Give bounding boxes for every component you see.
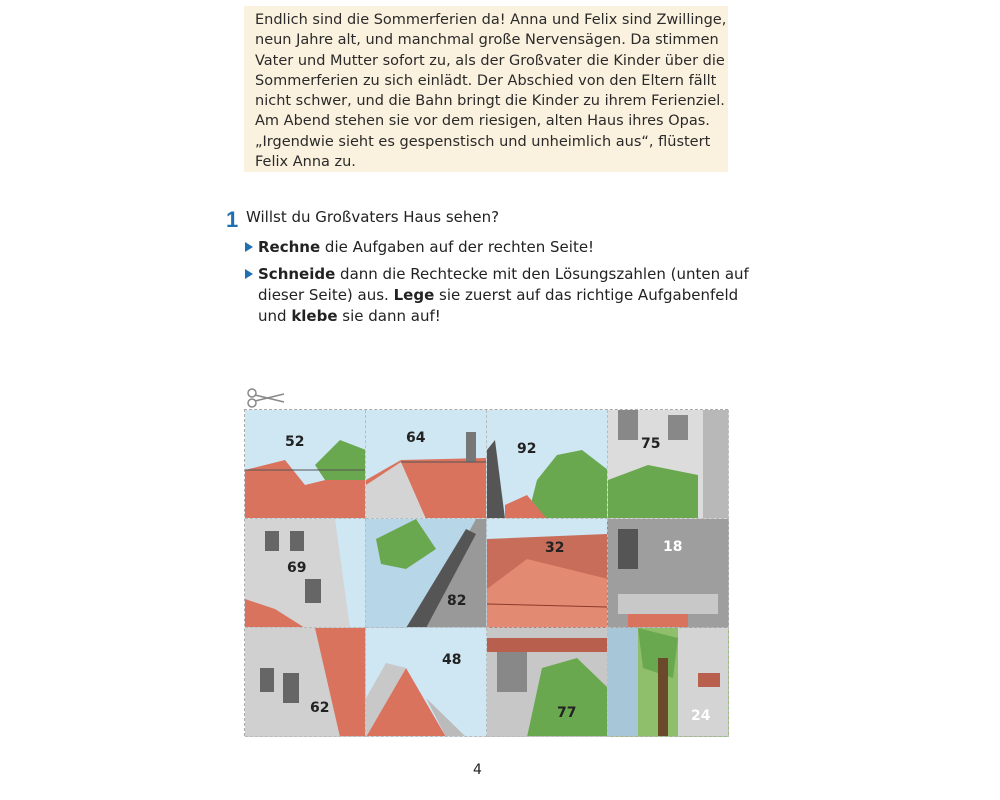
intro-text-box xyxy=(244,6,728,172)
intro-line: „Irgendwie sieht es gespenstisch und unheimlich aus“, flüstert xyxy=(255,133,711,150)
intro-line: nicht schwer, und die Bahn bringt die Kinder zu ihrem Ferienziel. xyxy=(255,93,725,110)
puzzle-grid xyxy=(244,409,728,736)
house-illustration xyxy=(245,628,366,737)
house-illustration xyxy=(366,410,487,519)
instruction-verb: Rechne xyxy=(258,238,321,256)
house-illustration xyxy=(487,628,608,737)
tile-number: 77 xyxy=(557,705,577,721)
puzzle-tile[interactable] xyxy=(245,410,366,519)
tile-number: 82 xyxy=(447,593,467,609)
instruction-text: dann die Rechtecke mit den Lösungszahlen (unten auf xyxy=(335,265,749,283)
house-illustration xyxy=(487,519,608,628)
tile-number: 32 xyxy=(545,540,565,556)
tile-number: 69 xyxy=(287,560,307,576)
instruction-text: sie zuerst auf das richtige Aufgabenfeld xyxy=(434,286,739,304)
puzzle-tile[interactable] xyxy=(245,628,366,737)
instruction-text: und xyxy=(258,307,292,325)
intro-line: Endlich sind die Sommerferien da! Anna und Felix sind Zwillinge, xyxy=(255,12,727,28)
instruction-verb: Schneide xyxy=(258,265,336,283)
bullet-arrow-icon xyxy=(245,269,253,279)
puzzle-tile[interactable] xyxy=(245,519,366,628)
instruction-text: dieser Seite) aus. xyxy=(258,286,394,304)
intro-line: Felix Anna zu. xyxy=(255,154,356,171)
tile-number: 64 xyxy=(406,430,426,446)
page-number: 4 xyxy=(473,762,482,778)
tile-number: 24 xyxy=(691,708,711,724)
tile-number: 92 xyxy=(517,441,537,457)
puzzle-tile[interactable] xyxy=(608,410,729,519)
tile-number: 18 xyxy=(663,539,683,555)
house-illustration xyxy=(608,628,729,737)
puzzle-tile[interactable] xyxy=(487,628,608,737)
house-illustration xyxy=(366,628,487,737)
puzzle-tile[interactable] xyxy=(366,628,487,737)
house-illustration xyxy=(245,410,366,519)
puzzle-tile[interactable] xyxy=(366,410,487,519)
puzzle-tile[interactable] xyxy=(608,519,729,628)
bullet-arrow-icon xyxy=(245,242,253,252)
puzzle-tile[interactable] xyxy=(366,519,487,628)
puzzle-tile[interactable] xyxy=(487,519,608,628)
house-illustration xyxy=(366,519,487,628)
instruction-verb: Lege xyxy=(393,286,435,304)
tile-number: 48 xyxy=(442,652,462,668)
intro-line: neun Jahre alt, und manchmal große Nervensägen. Da stimmen xyxy=(255,32,719,49)
task-number: 1 xyxy=(226,207,239,232)
house-illustration xyxy=(487,410,608,519)
house-illustration xyxy=(608,519,729,628)
puzzle-tile[interactable] xyxy=(487,410,608,519)
instruction-text: sie dann auf! xyxy=(337,307,441,325)
tile-number: 52 xyxy=(285,434,305,450)
instruction-verb: klebe xyxy=(291,307,338,325)
intro-line: Vater und Mutter sofort zu, als der Großvater die Kinder über die xyxy=(255,52,725,69)
intro-line: Sommerferien zu sich einlädt. Der Abschied von den Eltern fällt xyxy=(255,72,717,89)
tile-number: 75 xyxy=(641,436,661,452)
instruction-text: die Aufgaben auf der rechten Seite! xyxy=(320,238,595,256)
house-illustration xyxy=(608,410,729,519)
tile-number: 62 xyxy=(310,700,330,716)
intro-line: Am Abend stehen sie vor dem riesigen, alten Haus ihres Opas. xyxy=(255,113,710,130)
puzzle-tile[interactable] xyxy=(608,628,729,737)
task-title: Willst du Großvaters Haus sehen? xyxy=(246,208,500,226)
